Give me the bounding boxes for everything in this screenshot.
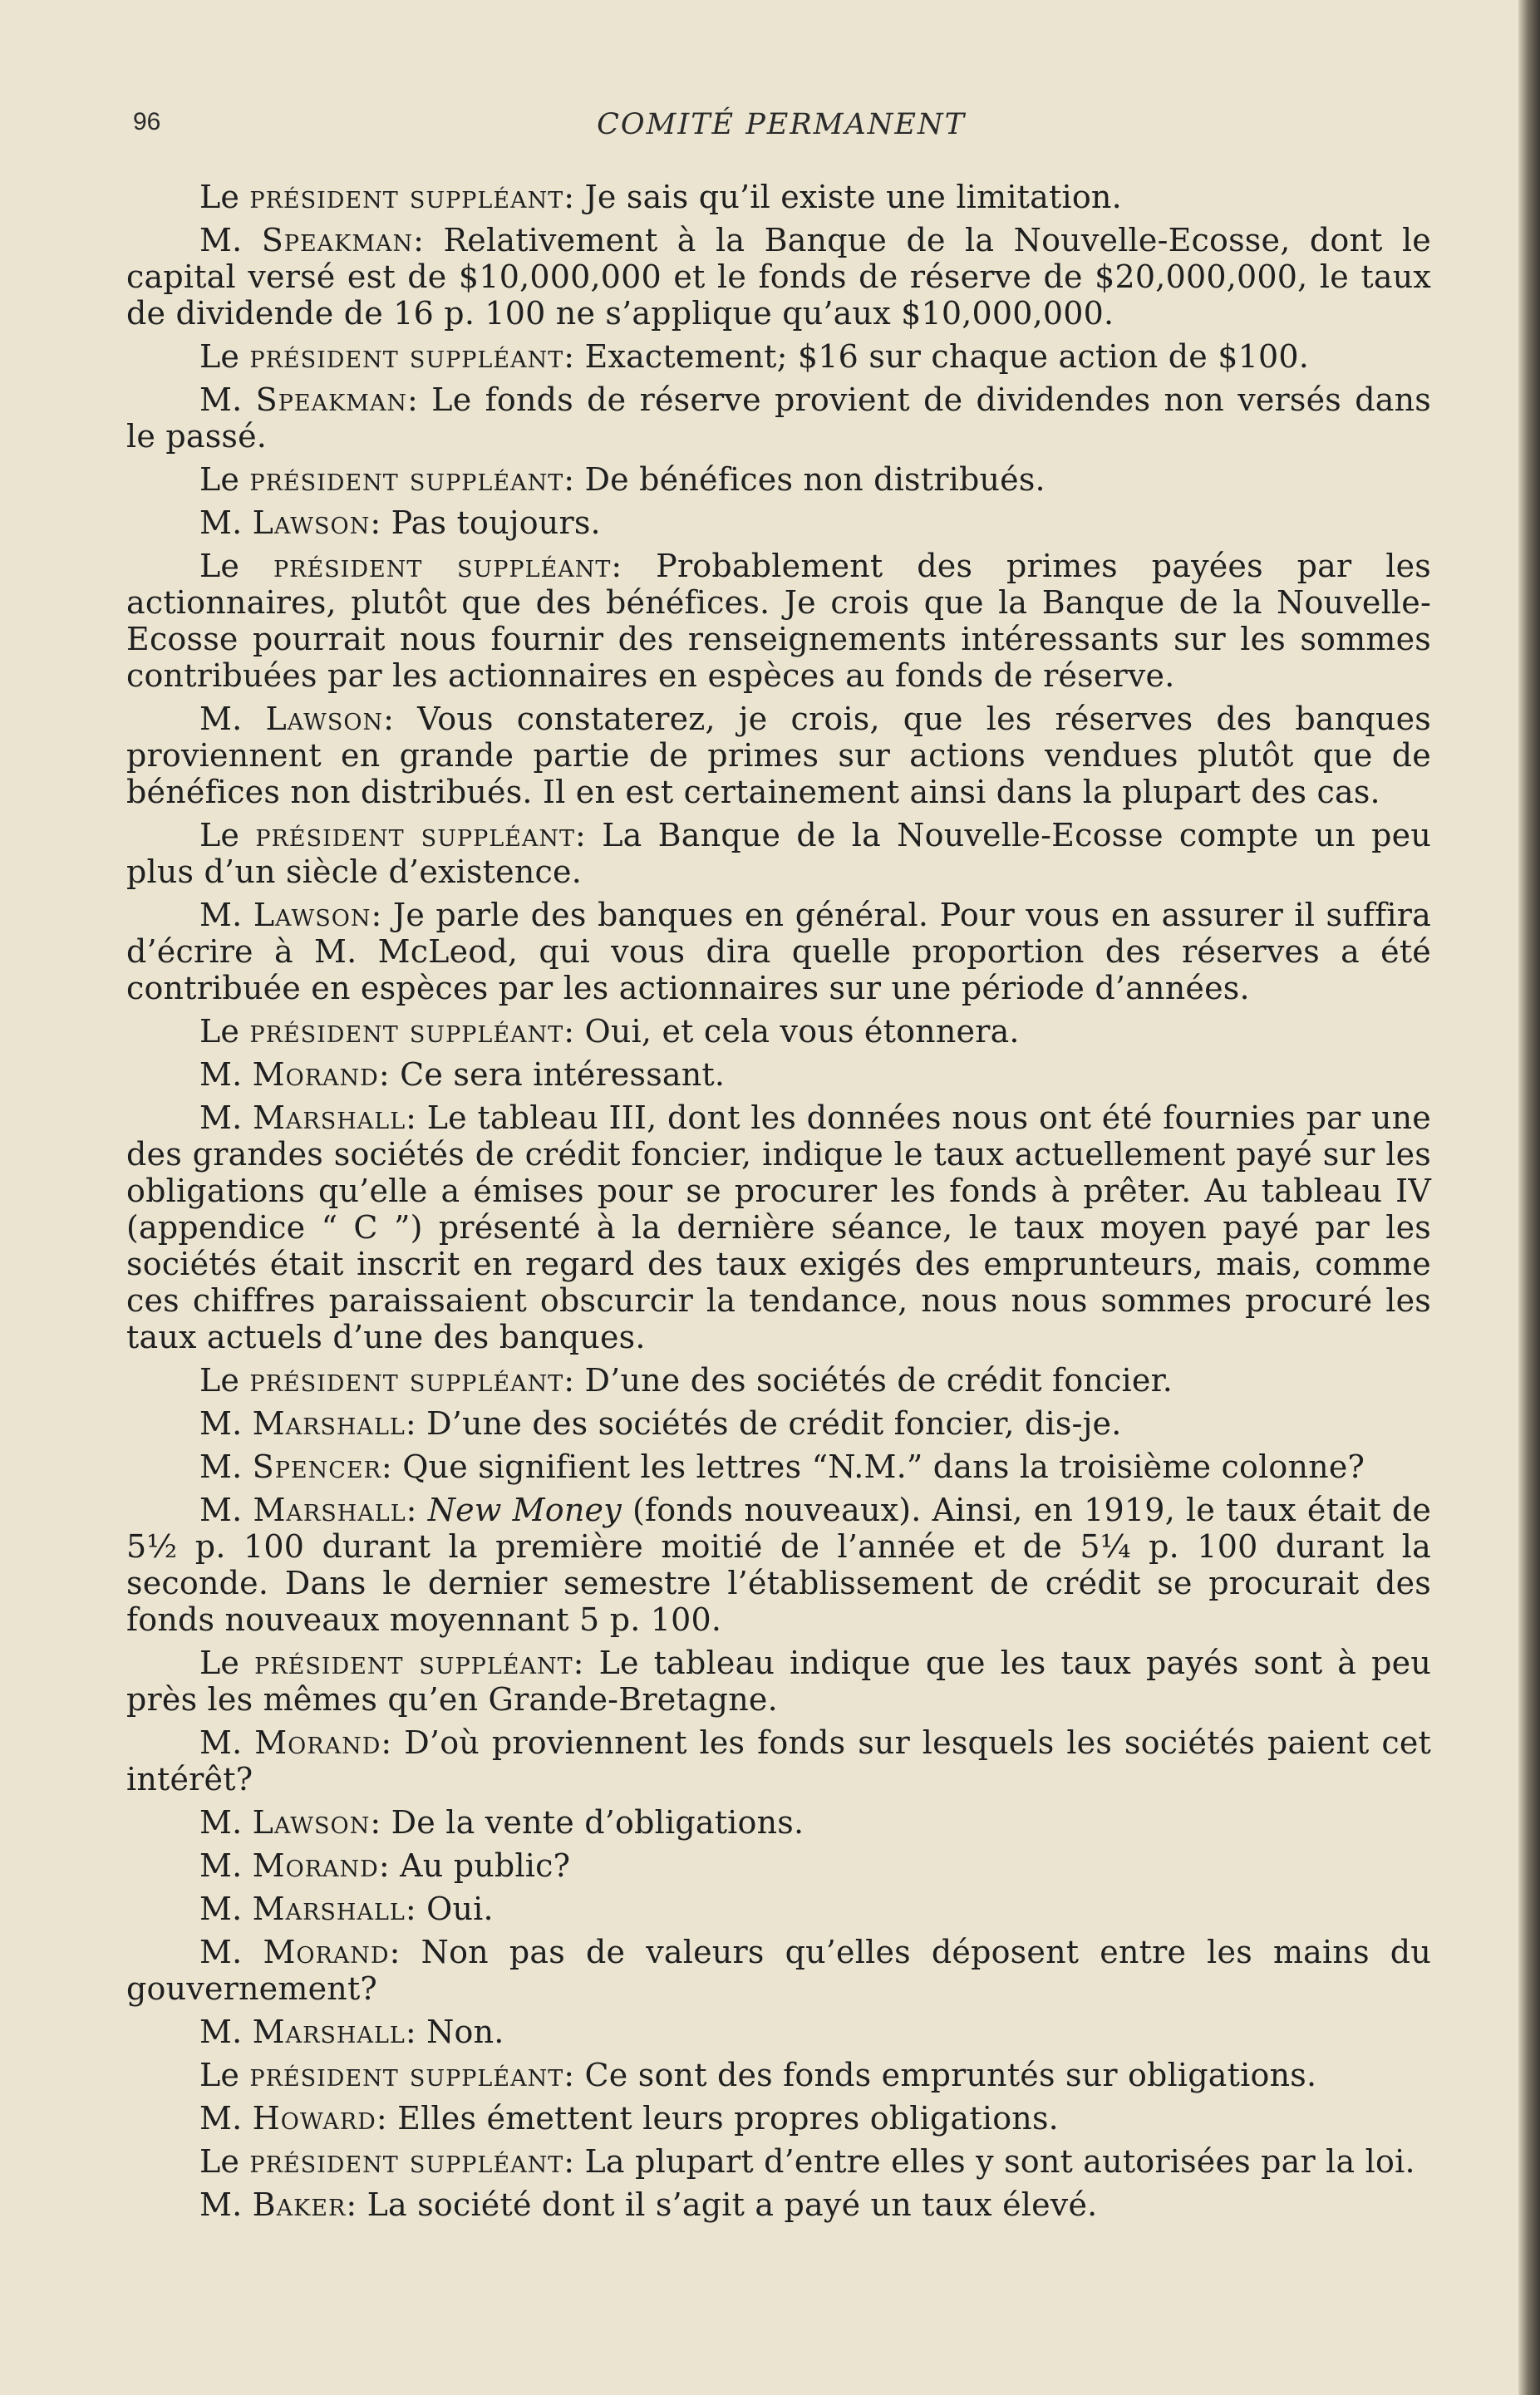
speech-text: (fonds nouveaux). Ainsi, en 1919, le taux était de 5½ p. 100 durant la première moitié de l’année et de 5¼ p. 100 durant la seconde. Dans le dernier semestre l’établissement de crédit se procurait des fonds nouveaux moyennant 5 p. 100. [126,1492,1432,1638]
dialogue-paragraph: Le président suppléant: Le tableau indique que les taux payés sont à peu près les mêmes qu’en Grande-Bretagne. [126,1645,1432,1718]
dialogue-paragraph: Le président suppléant: D’une des sociétés de crédit foncier. [199,1362,1173,1399]
dialogue-paragraph: M. Marshall: Oui. [199,1891,494,1927]
speaker-title: M. [199,701,243,737]
speaker-name: Lawson [253,897,371,933]
speaker-title: Le [199,817,240,853]
speech-text: D’une des sociétés de crédit foncier. [584,1362,1173,1399]
speech-text: Vous constaterez, je crois, que les réserves des banques proviennent en grande partie de primes sur actions vendues plutôt que de bénéfices non distribués. Il en est certainement ainsi dans la plupart des cas. [126,701,1431,810]
speaker-name: Morand [254,1724,381,1761]
speaker-title: Le [199,1645,240,1681]
page-number: 96 [133,108,161,135]
dialogue-paragraph: Le président suppléant: Oui, et cela vous étonnera. [199,1013,1020,1050]
dialogue-paragraph: Le président suppléant: Probablement des primes payées par les actionnaires, plutôt que des bénéfices. Je crois que la Banque de la Nouvelle-Ecosse pourrait nous fournir des renseignements intéressants sur les sommes contribuées par les actionnaires en espèces au fonds de réserve. [126,548,1431,694]
speaker-name: président suppléant [249,179,564,215]
speaker-title: Le [199,548,240,584]
speaker-title: M. [199,1891,243,1927]
dialogue-paragraph: Le président suppléant: La Banque de la Nouvelle-Ecosse compte un peu plus d’un siècle d’existence. [126,817,1432,890]
speech-text: Non pas de valeurs qu’elles déposent entre les mains du gouvernement? [126,1934,1431,2007]
speaker-name: président suppléant [249,2143,564,2180]
speech-text: Pas toujours. [391,504,601,541]
dialogue-paragraph: M. Spencer: Que signifient les lettres “N.M.” dans la troisième colonne? [199,1448,1365,1485]
dialogue-paragraph: M. Marshall: Le tableau III, dont les données nous ont été fournies par une des grandes sociétés de crédit foncier, indique le taux actuellement payé sur les obligations qu’elle a émises pour se procurer les fonds à prêter. Au tableau IV (appendice “ C ”) présenté à la dernière séance, le taux moyen payé par les sociétés était inscrit en regard des taux exigés des emprunteurs, mais, comme ces chiffres paraissaient obscurcir la tendance, nous nous sommes procuré les taux actuels d’une des banques. [126,1099,1431,1355]
speech-text: D’une des sociétés de crédit foncier, dis-je. [426,1405,1122,1442]
speaker-name: Morand [263,1934,390,1970]
speaker-title: M. [199,1934,243,1970]
speaker-name: président suppléant [255,817,576,853]
speaker-title: M. [199,2100,243,2137]
speech-text: Ce sera intéressant. [400,1056,726,1093]
dialogue-paragraph: Le président suppléant: Je sais qu’il existe une limitation. [199,179,1122,215]
speaker-title: Le [199,2143,240,2180]
running-head: COMITÉ PERMANENT [597,108,966,141]
speech-text: Probablement des primes payées par les actionnaires, plutôt que des bénéfices. Je crois que la Banque de la Nouvelle-Ecosse pourrait nous fournir des renseignements intéressants sur les sommes contribuées par les actionnaires en espèces au fonds de réserve. [126,548,1431,694]
speech-text: Exactement; $16 sur chaque action de $100. [584,338,1309,375]
speaker-name: Marshall [252,1405,406,1442]
speaker-title: M. [199,897,243,933]
speaker-title: M. [199,222,243,258]
dialogue-paragraph: M. Marshall: D’une des sociétés de crédit foncier, dis-je. [199,1405,1122,1442]
speaker-name: Lawson [252,504,371,541]
dialogue-paragraph: M. Baker: La société dont il s’agit a payé un taux élevé. [199,2186,1098,2223]
dialogue-paragraph: Le président suppléant: De bénéfices non distribués. [199,461,1046,498]
speaker-title: M. [199,2186,243,2223]
speech-text: Oui. [426,1891,494,1927]
speaker-title: M. [199,1405,243,1442]
speaker-title: M. [199,381,243,418]
speaker-name: Morand [252,1847,379,1884]
italic-term: New Money [427,1492,622,1528]
speaker-title: Le [199,1362,240,1399]
speaker-title: Le [199,2057,240,2093]
speaker-title: Le [199,1013,240,1050]
speech-text: La société dont il s’agit a payé un taux élevé. [367,2186,1098,2223]
speaker-title: M. [199,1724,243,1761]
speech-text: Elles émettent leurs propres obligations. [397,2100,1059,2137]
speaker-title: M. [199,1804,243,1841]
speech-text: Oui, et cela vous étonnera. [584,1013,1020,1050]
speech-text: Le tableau III, dont les données nous ont été fournies par une des grandes sociétés de crédit foncier, indique le taux actuellement payé sur les obligations qu’elle a émises pour se procurer les fonds à prêter. Au tableau IV (appendice “ C ”) présenté à la dernière séance, le taux moyen payé par les sociétés était inscrit en regard des taux exigés des emprunteurs, mais, comme ces chiffres paraissaient obscurcir la tendance, nous nous sommes procuré les taux actuels d’une des banques. [126,1099,1431,1355]
speaker-name: président suppléant [249,338,564,375]
speech-text: De la vente d’obligations. [391,1804,804,1841]
speaker-name: président suppléant [249,1362,564,1399]
page-header [133,108,1429,158]
dialogue-paragraph: M. Speakman: Le fonds de réserve provient de dividendes non versés dans le passé. [126,381,1432,455]
speech-text: D’où proviennent les fonds sur lesquels les sociétés paient cet intérêt? [126,1724,1431,1797]
speech-text: Je parle des banques en général. Pour vous en assurer il suffira d’écrire à M. McLeod, qui vous dira quelle proportion des réserves a été contribuée en espèces par les actionnaires sur une période d’années. [126,897,1432,1006]
speech-text: Au public? [400,1847,571,1884]
speaker-title: Le [199,179,240,215]
speech-text: De bénéfices non distribués. [584,461,1046,498]
speaker-title: Le [199,461,240,498]
speech-text: Le tableau indique que les taux payés sont à peu près les mêmes qu’en Grande-Bretagne. [126,1645,1432,1718]
dialogue-paragraph: Le président suppléant: Exactement; $16 sur chaque action de $100. [199,338,1309,375]
dialogue-paragraph: M. Marshall: New Money (fonds nouveaux). Ainsi, en 1919, le taux était de 5½ p. 100 durant la première moitié de l’année et de 5¼ p. 100 durant la seconde. Dans le dernier semestre l’établissement de crédit se procurait des fonds nouveaux moyennant 5 p. 100. [126,1492,1432,1638]
dialogue-paragraph: Le président suppléant: Ce sont des fonds empruntés sur obligations. [199,2057,1317,2093]
speaker-name: Spencer [252,1448,381,1485]
speaker-name: président suppléant [249,2057,564,2093]
speaker-name: président suppléant [254,1645,573,1681]
speaker-title: M. [199,1847,243,1884]
dialogue-paragraph: M. Howard: Elles émettent leurs propres obligations. [199,2100,1059,2137]
speaker-name: président suppléant [249,1013,564,1050]
dialogue-paragraph: M. Lawson: Vous constaterez, je crois, que les réserves des banques proviennent en grande partie de primes sur actions vendues plutôt que de bénéfices non distribués. Il en est certainement ainsi dans la plupart des cas. [126,701,1431,810]
dialogue-paragraph: M. Lawson: Pas toujours. [199,504,601,541]
speaker-name: Marshall [253,1492,406,1528]
speaker-name: président suppléant [249,461,564,498]
dialogue-paragraph: M. Lawson: De la vente d’obligations. [199,1804,804,1841]
speech-text: La plupart d’entre elles y sont autorisées par la loi. [584,2143,1415,2180]
speaker-name: Morand [252,1056,379,1093]
dialogue-paragraph: M. Morand: Ce sera intéressant. [199,1056,726,1093]
speaker-name: Lawson [252,1804,371,1841]
speaker-name: Howard [252,2100,376,2137]
speaker-title: M. [199,1448,243,1485]
speaker-title: Le [199,338,240,375]
speaker-name: président suppléant [273,548,612,584]
dialogue-paragraph: M. Morand: Au public? [199,1847,571,1884]
speaker-name: Speakman [261,222,414,258]
speech-text: Non. [426,2014,504,2050]
speaker-name: Lawson [265,701,384,737]
speaker-title: M. [199,1056,243,1093]
speaker-title: M. [199,504,243,541]
dialogue-paragraph: M. Marshall: Non. [199,2014,504,2050]
transcript-body [126,179,1431,2230]
speaker-name: Marshall [252,1099,406,1136]
speaker-name: Baker [252,2186,347,2223]
speech-text: Je sais qu’il existe une limitation. [584,179,1122,215]
dialogue-paragraph: M. Morand: D’où proviennent les fonds sur lesquels les sociétés paient cet intérêt? [126,1724,1431,1797]
speech-text: La Banque de la Nouvelle-Ecosse compte un peu plus d’un siècle d’existence. [126,817,1432,890]
dialogue-paragraph: M. Lawson: Je parle des banques en général. Pour vous en assurer il suffira d’écrire à M. McLeod, qui vous dira quelle proportion des réserves a été contribuée en espèces par les actionnaires sur une période d’années. [126,897,1432,1006]
speaker-name: Speakman [255,381,408,418]
dialogue-paragraph: M. Morand: Non pas de valeurs qu’elles déposent entre les mains du gouvernement? [126,1934,1431,2007]
speaker-title: M. [199,2014,243,2050]
speaker-title: M. [199,1099,243,1136]
dialogue-paragraph: M. Speakman: Relativement à la Banque de la Nouvelle-Ecosse, dont le capital versé est de $10,000,000 et le fonds de réserve de $20,000,000, le taux de dividende de 16 p. 100 ne s’applique qu’aux $10,000,000. [126,222,1431,332]
speech-text: Relativement à la Banque de la Nouvelle-Ecosse, dont le capital versé est de $10,000,000 et le fonds de réserve de $20,000,000, le taux de dividende de 16 p. 100 ne s’applique qu’aux $10,000,000. [126,222,1431,332]
speaker-title: M. [199,1492,243,1528]
speech-text: Que signifient les lettres “N.M.” dans la troisième colonne? [402,1448,1365,1485]
dialogue-paragraph: Le président suppléant: La plupart d’entre elles y sont autorisées par la loi. [199,2143,1415,2180]
speaker-name: Marshall [252,1891,406,1927]
speaker-name: Marshall [252,2014,406,2050]
page-binding-edge [1518,0,1540,2395]
speech-text: Ce sont des fonds empruntés sur obligations. [584,2057,1317,2093]
speech-text: Le fonds de réserve provient de dividendes non versés dans le passé. [126,381,1432,455]
